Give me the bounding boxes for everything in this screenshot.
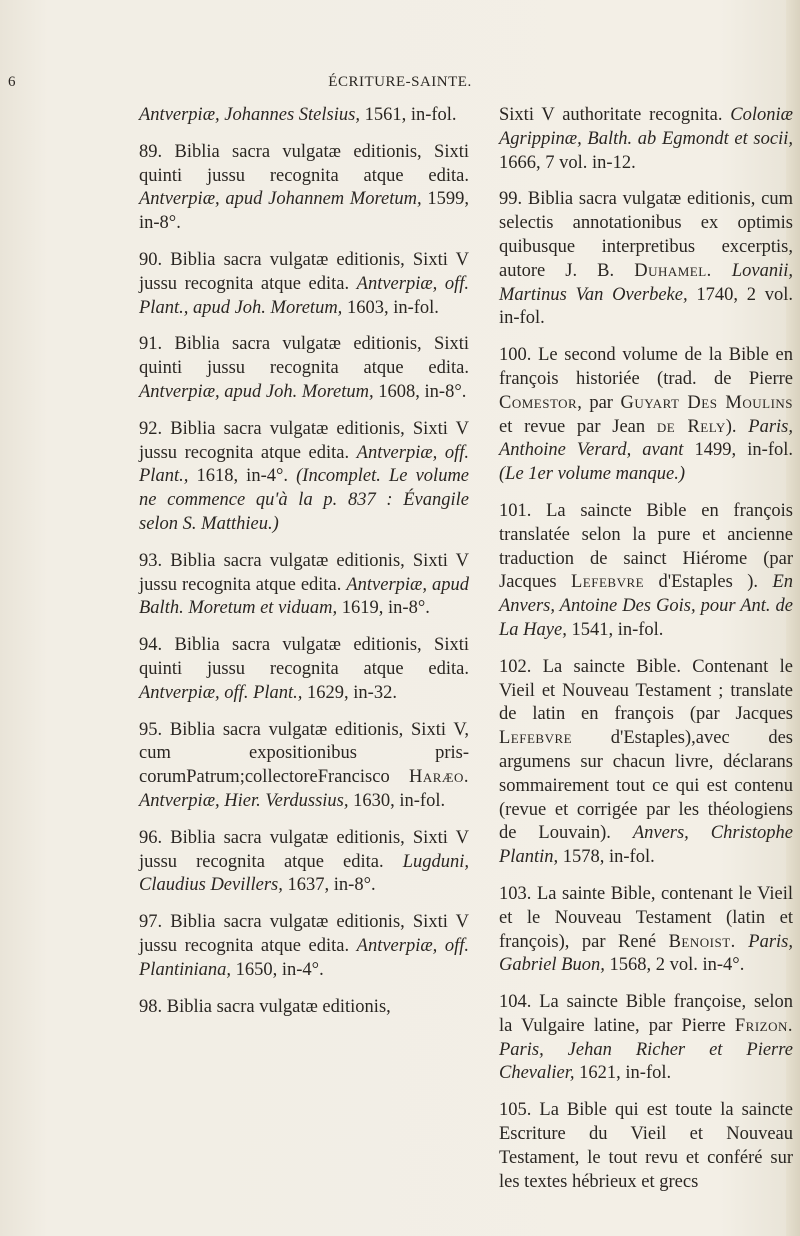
entry-imprint: Anvers, Christophe Plantin, xyxy=(499,823,793,868)
entry-number: 96. xyxy=(139,827,163,848)
entry-text: Sixti V authoritate recognita. xyxy=(499,105,723,125)
entry-text: La sainte Bible, contenant le Vieil et le Nouveau Testament (latin et françois), par René xyxy=(499,883,793,952)
entry-note: (Incomplet. Le volume ne commence qu'à la p. 837 : Évangile selon S. Matthieu.) xyxy=(139,466,470,534)
entry-imprint: Antverpiæ, apud Balth. Moretum et viduam, xyxy=(139,574,469,619)
entry-year-format: 1621, in-fol. xyxy=(579,1063,672,1084)
entry-year-format: 1603, in-fol. xyxy=(346,297,439,318)
entry-number: 97. xyxy=(139,912,163,933)
entry-year-format: 1619, in-8°. xyxy=(341,598,430,619)
entry-year-format: 1629, in-32. xyxy=(307,682,397,703)
entry-number: 90. xyxy=(139,249,163,270)
entry-text: Biblia sacra vulgatæ editionis, Sixti V jussu recognita atque edita. xyxy=(139,550,469,595)
entry-95 xyxy=(139,719,469,814)
entry-92 xyxy=(139,418,469,537)
entry-note: (Le 1er volume manque.) xyxy=(499,464,685,485)
entry-text: Biblia sacra vulgatæ editionis, Sixti quinti jussu recognita atque edita. xyxy=(139,334,469,379)
entry-text: Biblia sacra vulgatæ editionis, Sixti V jussu recognita atque edita. xyxy=(139,249,469,294)
entry-number: 102. xyxy=(499,656,532,677)
entry-text: La saincte Bible françoise, selon la Vulgaire latine, par Pierre xyxy=(499,992,793,1036)
entry-imprint: Antverpiæ, Johannes Stelsius, xyxy=(139,105,360,125)
entry-105 xyxy=(499,1099,793,1194)
entry-text: Biblia sacra vulgatæ editionis, Sixti V jussu recognita atque edita. xyxy=(139,418,469,463)
entry-number: 101. xyxy=(499,500,532,521)
entry-text: La Bible qui est toute la saincte Escriture du Vieil et Nouveau Testament, le tout revu et conféré sur les textes hébrieux et grecs xyxy=(499,1100,794,1192)
entry-author-smallcaps: Benoist. xyxy=(668,931,736,952)
entry-year-format: 1561, in-fol. xyxy=(364,105,457,125)
entry-text: d'Estaples ). xyxy=(658,572,759,593)
entry-number: 100. xyxy=(499,345,532,366)
entry-number: 98. xyxy=(139,996,163,1017)
entry-number: 92. xyxy=(139,418,163,439)
entry-text: , par xyxy=(577,392,613,413)
entry-year-format: 1578, in-fol. xyxy=(562,847,655,868)
entry-year-format: 1541, in-fol. xyxy=(571,619,664,640)
entry-year-format: 1740, 2 vol. in-fol. xyxy=(499,284,794,329)
entry-text: La saincte Bible. Contenant le Vieil et Nouveau Testament ; translate de latin en françois (par Jacques xyxy=(499,656,793,725)
entry-author-smallcaps: Frizon. xyxy=(734,1015,794,1036)
entry-101 xyxy=(499,500,793,643)
entry-100 xyxy=(499,344,793,487)
entry-imprint: Lovanii, Martinus Van Overbeke, xyxy=(499,260,794,305)
entry-103 xyxy=(499,883,793,978)
entry-text: Biblia sacra vulgatæ editionis, Sixti V jussu recognita atque edita. xyxy=(139,827,469,872)
entry-text: d'Estaples),avec des argumens sur chacun livre, déclarans sommairement tout ce qui est contenu (revue et corrigée par les théologiens de Louvain). xyxy=(499,728,793,844)
entry-year-format: 1618, in-4°. xyxy=(196,466,289,487)
entry-imprint: Antverpiæ, off. Plant., apud Joh. Moretum, xyxy=(139,273,469,318)
entry-number: 89. xyxy=(139,141,163,162)
entry-text: Biblia sacra vulgatæ editionis, Sixti V jussu recognita atque edita. xyxy=(139,912,469,956)
entry-year-format: 1499, in-fol. xyxy=(694,440,793,461)
entry-author-smallcaps: Duhamel. xyxy=(634,260,712,281)
entry-year-format: 1599, in-8°. xyxy=(139,189,469,234)
entry-number: 104. xyxy=(499,992,532,1013)
entry-year-format: 1630, in-fol. xyxy=(353,790,446,811)
entry-102 xyxy=(499,656,793,870)
entry-99 xyxy=(499,188,793,331)
entry-year-format: 1637, in-8°. xyxy=(287,875,376,896)
entry-number: 91. xyxy=(139,334,163,355)
entry-98 xyxy=(139,996,469,1020)
left-column xyxy=(139,104,469,1032)
entry-number: 94. xyxy=(139,635,163,656)
entry-imprint: Antverpiæ, off. Plant., xyxy=(139,442,469,487)
entry-number: 95. xyxy=(139,719,163,740)
entry-89 xyxy=(139,141,469,236)
entry-number: 93. xyxy=(139,550,163,571)
entry-year-format: 1608, in-8°. xyxy=(378,381,467,402)
entry-imprint: Antverpiæ, apud Johannem Moretum, xyxy=(139,189,422,210)
entry-imprint: Lugduni, Claudius Devillers, xyxy=(139,851,469,896)
entry-continuation xyxy=(139,104,469,128)
entry-number: 103. xyxy=(499,883,532,904)
entry-imprint: Paris, Jehan Richer et Pierre Chevalier, xyxy=(499,1039,793,1084)
right-column xyxy=(499,104,793,1207)
entry-96 xyxy=(139,827,469,898)
entry-year-format: 1568, 2 vol. in-4°. xyxy=(609,955,745,976)
running-title: ÉCRITURE-SAINTE. xyxy=(328,74,472,90)
entry-text: Biblia sacra vulgatæ editionis, Sixti quinti jussu recognita atque edita. xyxy=(139,141,469,186)
entry-text: La saincte Bible en françois translatée selon la pure et ancienne traduction de sainct Hiérome (par Jacques xyxy=(499,500,794,593)
entry-91 xyxy=(139,333,469,404)
entry-imprint: Antverpiæ, off. Plant., xyxy=(139,682,303,703)
entry-imprint: Antverpiæ, apud Joh. Moretum, xyxy=(139,381,374,402)
page-number: 6 xyxy=(8,74,16,90)
entry-continuation xyxy=(499,104,793,175)
entry-author-smallcaps: Lefebvre xyxy=(571,572,645,593)
entry-year-format: 1666, 7 vol. in-12. xyxy=(499,152,636,173)
entry-author-smallcaps: Haræo. xyxy=(409,767,469,788)
entry-number: 99. xyxy=(499,189,523,210)
entry-94 xyxy=(139,634,469,705)
entry-imprint: Antverpiæ, Hier. Verdussius, xyxy=(139,790,349,811)
entry-imprint: Coloniæ Agrippinæ, Balth. ab Egmondt et socii, xyxy=(499,105,794,149)
entry-97 xyxy=(139,911,469,982)
entry-text: Le second volume de la Bible en françois historiée (trad. de Pierre xyxy=(499,345,793,389)
entry-imprint: Paris, Anthoine Verard, avant xyxy=(499,416,793,461)
entry-imprint: En Anvers, Antoine Des Gois, pour Ant. de La Haye, xyxy=(499,572,794,640)
running-header xyxy=(0,74,800,94)
entry-author-smallcaps: Lefebvre xyxy=(499,728,573,749)
entry-imprint: Paris, Gabriel Buon, xyxy=(499,931,794,976)
entry-93 xyxy=(139,550,469,621)
entry-text: Biblia sacra vulgatæ editionis, Sixti V, cum expositionibus pris-corumPatrum;collectoreFrancisco xyxy=(139,719,469,788)
entry-author-smallcaps: de Rely xyxy=(656,416,726,437)
entry-number: 105. xyxy=(499,1100,532,1121)
entry-104 xyxy=(499,991,793,1086)
entry-year-format: 1650, in-4°. xyxy=(235,959,324,980)
entry-text: Biblia sacra vulgatæ editionis, xyxy=(166,996,391,1017)
entry-90 xyxy=(139,249,469,320)
entry-text: et revue par Jean xyxy=(499,416,646,437)
entry-text: ). xyxy=(725,416,737,437)
entry-author-smallcaps: Comestor xyxy=(499,392,578,413)
entry-imprint: Antverpiæ, off. Plantiniana, xyxy=(139,935,469,980)
entry-text: Biblia sacra vulgatæ editionis, Sixti quinti jussu recognita atque edita. xyxy=(139,635,469,679)
entry-author-smallcaps: Guyart Des Moulins xyxy=(620,392,794,413)
entry-text: Biblia sacra vulgatæ editionis, cum selectis annotationibus ex optimis quibusque interpretibus excerptis, autore J. B. xyxy=(499,189,793,281)
